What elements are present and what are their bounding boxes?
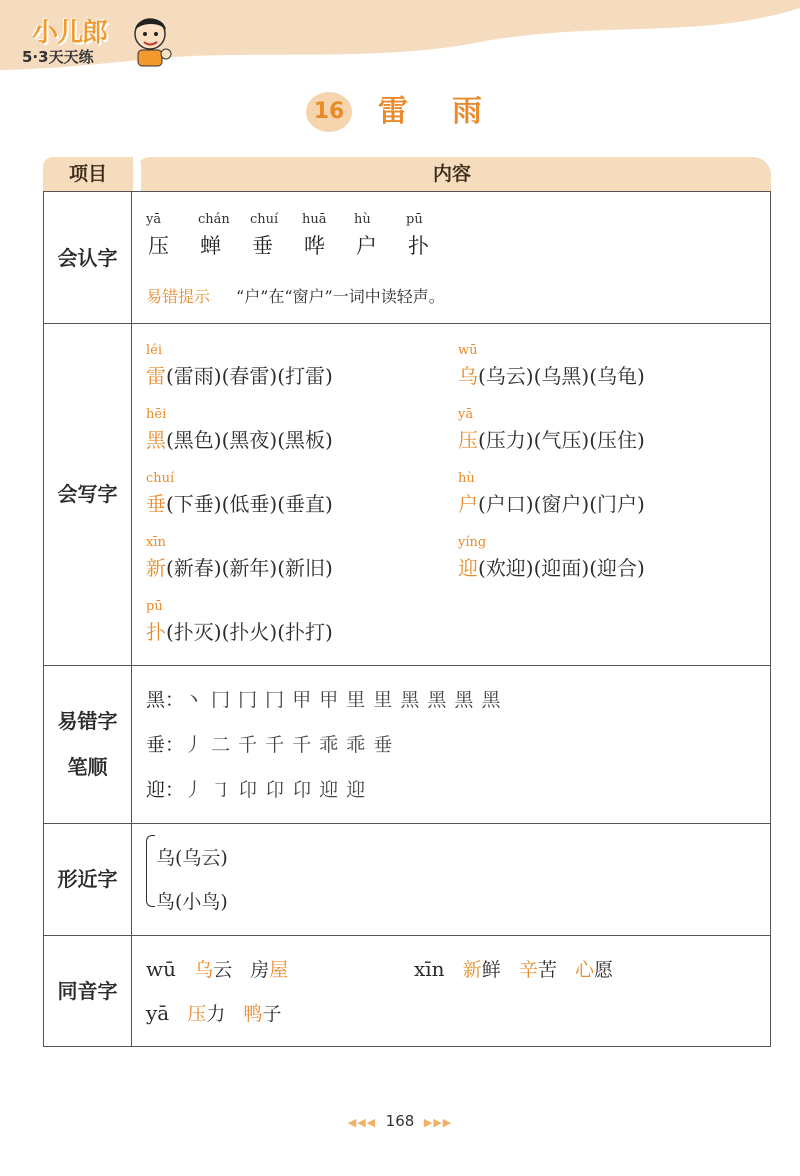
brand-logo <box>10 6 170 68</box>
homophone-line: wū 乌云 房屋 <box>146 957 289 981</box>
row-homophone <box>44 935 770 1046</box>
write-word: yā 压(压力)(气压)(压住) <box>458 407 645 452</box>
write-word: hù 户(户口)(窗户)(门户) <box>458 471 645 516</box>
left-arrows-icon: ◀◀◀ <box>347 1116 377 1129</box>
row-recognize <box>44 192 770 324</box>
right-arrows-icon: ▶▶▶ <box>423 1116 453 1129</box>
write-word: xīn 新(新春)(新年)(新旧) <box>146 535 333 580</box>
lesson-number: 16 <box>306 92 352 132</box>
row-write <box>44 323 770 666</box>
error-tip <box>146 284 445 307</box>
brand-title: 小儿郎 <box>32 18 108 48</box>
brand-subtitle: 5·3天天练 <box>22 48 94 66</box>
stroke-order-line: 垂：丿 二 千 千 千 乖 乖 垂 <box>146 734 394 756</box>
header-item-cell: 项目 <box>43 157 133 191</box>
homophone-line: xīn 新鲜 辛苦 心愿 <box>414 957 614 981</box>
brace-icon <box>146 835 155 907</box>
pinyin-char: huā 哗 <box>302 212 327 258</box>
row-label: 会认字 <box>44 192 132 323</box>
page-footer <box>0 1112 800 1130</box>
similar-item: 鸟(小鸟) <box>156 891 228 913</box>
row-label: 易错字 笔顺 <box>44 665 132 823</box>
row-label: 会写字 <box>44 323 132 665</box>
tip-label: 易错提示 <box>146 287 211 306</box>
stroke-order-line: 黑：丶 冂 冂 冂 甲 甲 里 里 黑 黑 黑 黑 <box>146 689 502 711</box>
write-word: wū 乌(乌云)(乌黑)(乌龟) <box>458 343 645 388</box>
write-word: chuí 垂(下垂)(低垂)(垂直) <box>146 471 333 516</box>
summary-table <box>43 157 771 1046</box>
row-label: 同音字 <box>44 935 132 1046</box>
stroke-order-line: 迎：丿 ㇆ 卬 卬 卬 迎 迎 <box>146 779 367 801</box>
row-content <box>132 192 770 323</box>
row-content <box>132 823 770 935</box>
row-similar <box>44 823 770 936</box>
write-word: hēi 黑(黑色)(黑夜)(黑板) <box>146 407 333 452</box>
tip-text: “户”在“窗户”一词中读轻声。 <box>236 287 445 306</box>
row-content <box>132 665 770 823</box>
row-label: 形近字 <box>44 823 132 935</box>
write-word: yíng 迎(欢迎)(迎面)(迎合) <box>458 535 645 580</box>
pinyin-char: hù 户 <box>354 212 377 258</box>
row-content <box>132 323 770 665</box>
lesson-title: 雷雨 <box>378 94 526 129</box>
write-word: léi 雷(雷雨)(春雷)(打雷) <box>146 343 333 388</box>
pinyin-char: pū 扑 <box>406 212 429 258</box>
write-word: pū 扑(扑灭)(扑火)(扑打) <box>146 599 333 644</box>
pinyin-char: yā 压 <box>146 212 169 258</box>
table-body <box>43 191 771 1047</box>
recognize-chars <box>146 212 458 260</box>
row-content <box>132 935 770 1046</box>
pinyin-char: chuí 垂 <box>250 212 279 258</box>
row-strokes <box>44 665 770 824</box>
similar-item: 乌(乌云) <box>156 847 228 869</box>
pinyin-char: chán 蝉 <box>198 212 230 258</box>
homophone-line: yā 压力 鸭子 <box>146 1001 282 1025</box>
boy-mascot-icon <box>128 12 174 68</box>
page-number: 168 <box>385 1112 415 1130</box>
header-content-cell: 内容 <box>133 157 771 191</box>
